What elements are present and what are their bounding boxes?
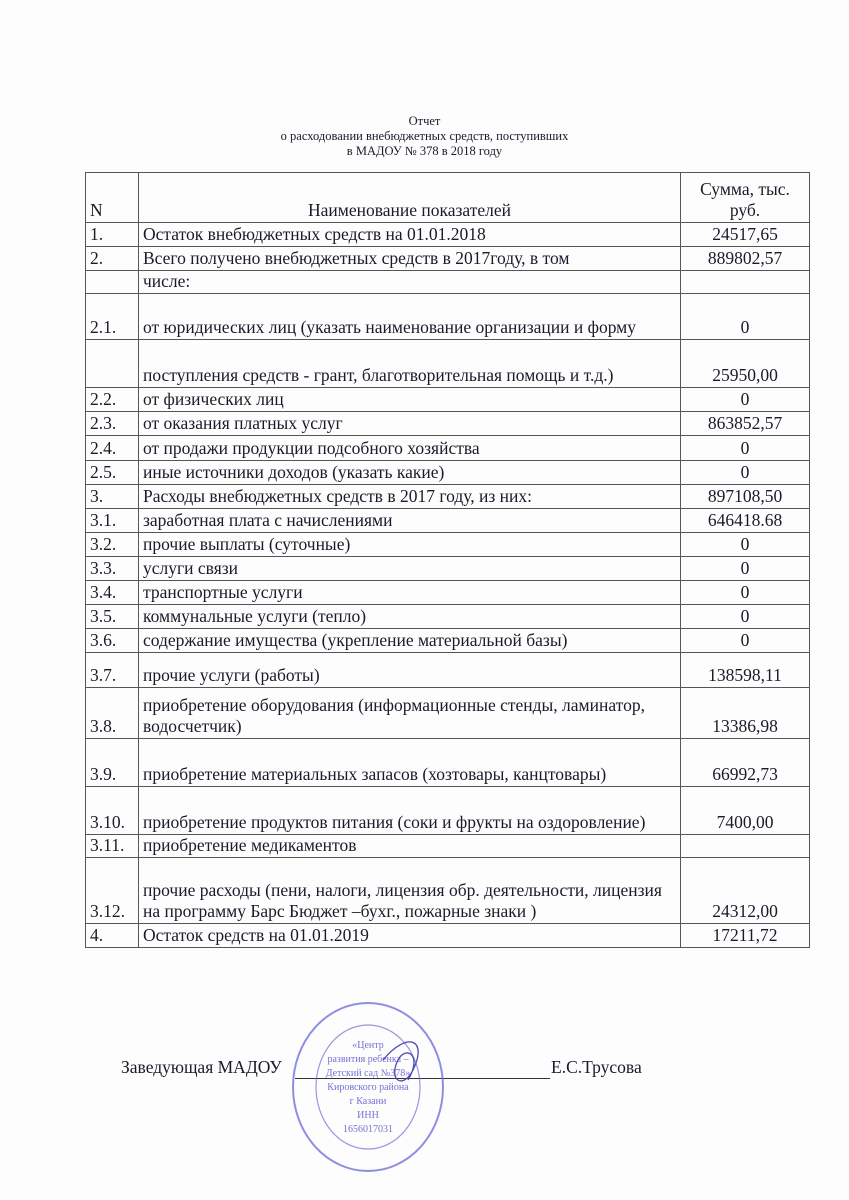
- row-number: 3.7.: [86, 653, 139, 688]
- row-number: 2.1.: [86, 294, 139, 340]
- stamp-text-line: 1656017031: [343, 1124, 393, 1135]
- table-row: [86, 436, 810, 461]
- row-amount: 0: [681, 629, 810, 653]
- row-amount: 646418.68: [681, 509, 810, 533]
- row-name: приобретение материальных запасов (хозтовары, канцтовары): [139, 739, 681, 787]
- row-number: 2.: [86, 247, 139, 271]
- row-name: от юридических лиц (указать наименование организации и форму: [139, 294, 681, 340]
- row-number: 1.: [86, 223, 139, 247]
- row-name: прочие выплаты (суточные): [139, 533, 681, 557]
- row-amount: 0: [681, 388, 810, 412]
- row-amount: 138598,11: [681, 653, 810, 688]
- row-number: 3.3.: [86, 557, 139, 581]
- table-row: [86, 924, 810, 948]
- row-number: 3.2.: [86, 533, 139, 557]
- row-number: 4.: [86, 924, 139, 948]
- signature-position: Заведующая МАДОУ: [121, 1057, 282, 1077]
- row-amount: 897108,50: [681, 485, 810, 509]
- row-number: 2.5.: [86, 461, 139, 485]
- row-amount: 7400,00: [681, 787, 810, 835]
- row-name: транспортные услуги: [139, 581, 681, 605]
- table-row: [86, 688, 810, 739]
- row-amount: [681, 835, 810, 858]
- title-line-2: о расходовании внебюджетных средств, поступивших: [280, 129, 569, 143]
- table-row: [86, 340, 810, 388]
- table-row: [86, 557, 810, 581]
- row-name: от физических лиц: [139, 388, 681, 412]
- row-name: содержание имущества (укрепление материальной базы): [139, 629, 681, 653]
- stamp-text-line: Кировского района: [327, 1082, 409, 1093]
- signature-name: Е.С.Трусова: [551, 1057, 642, 1077]
- row-amount: 13386,98: [681, 688, 810, 739]
- row-name: от оказания платных услуг: [139, 412, 681, 436]
- row-number: 3.8.: [86, 688, 139, 739]
- row-number: [86, 271, 139, 294]
- stamp-text-line: развития ребенка –: [327, 1054, 409, 1065]
- table-row: [86, 485, 810, 509]
- row-name: иные источники доходов (указать какие): [139, 461, 681, 485]
- table-row: [86, 294, 810, 340]
- stamp-text-line: Детский сад №378»: [325, 1068, 411, 1079]
- row-name: поступления средств - грант, благотворительная помощь и т.д.): [139, 340, 681, 388]
- document-title: [0, 114, 849, 159]
- table-row: [86, 461, 810, 485]
- table-row: [86, 412, 810, 436]
- row-amount: 66992,73: [681, 739, 810, 787]
- table-row: [86, 271, 810, 294]
- row-number: 3.11.: [86, 835, 139, 858]
- row-name: коммунальные услуги (тепло): [139, 605, 681, 629]
- row-number: [86, 340, 139, 388]
- row-amount: 0: [681, 581, 810, 605]
- table-row: [86, 653, 810, 688]
- row-number: 3.4.: [86, 581, 139, 605]
- row-number: 3.12.: [86, 858, 139, 924]
- row-name: Остаток средств на 01.01.2019: [139, 924, 681, 948]
- row-name: числе:: [139, 271, 681, 294]
- row-name: Остаток внебюджетных средств на 01.01.2018: [139, 223, 681, 247]
- table-row: [86, 629, 810, 653]
- stamp-text-line: ИНН: [357, 1110, 379, 1121]
- header-n: N: [86, 173, 139, 223]
- table-row: [86, 605, 810, 629]
- row-amount: 0: [681, 461, 810, 485]
- row-name: прочие услуги (работы): [139, 653, 681, 688]
- row-amount: 24517,65: [681, 223, 810, 247]
- row-number: 2.3.: [86, 412, 139, 436]
- title-line-3: в МАДОУ № 378 в 2018 году: [346, 144, 503, 158]
- table-row: [86, 739, 810, 787]
- row-number: 3.6.: [86, 629, 139, 653]
- header-name: Наименование показателей: [139, 173, 681, 223]
- row-name: прочие расходы (пени, налоги, лицензия обр. деятельности, лицензия на программу Барс Бюджет –бухг., пожарные знаки ): [139, 858, 681, 924]
- row-number: 2.4.: [86, 436, 139, 461]
- stamp-text-line: «Центр: [352, 1040, 384, 1051]
- row-number: 3.9.: [86, 739, 139, 787]
- row-name: Расходы внебюджетных средств в 2017 году, из них:: [139, 485, 681, 509]
- row-number: 3.10.: [86, 787, 139, 835]
- row-name: приобретение оборудования (информационные стенды, ламинатор, водосчетчик): [139, 688, 681, 739]
- row-amount: 17211,72: [681, 924, 810, 948]
- table-row: [86, 581, 810, 605]
- row-name: заработная плата с начислениями: [139, 509, 681, 533]
- table-header-row: [86, 173, 810, 223]
- row-name: приобретение медикаментов: [139, 835, 681, 858]
- row-number: 2.2.: [86, 388, 139, 412]
- row-number: 3.1.: [86, 509, 139, 533]
- row-amount: 0: [681, 605, 810, 629]
- title-line-1: Отчет: [408, 114, 441, 128]
- row-name: от продажи продукции подсобного хозяйства: [139, 436, 681, 461]
- table-row: [86, 388, 810, 412]
- row-amount: 0: [681, 294, 810, 340]
- row-amount: 0: [681, 557, 810, 581]
- table-row: [86, 509, 810, 533]
- table-row: [86, 247, 810, 271]
- report-table: [85, 172, 810, 948]
- table-row: [86, 858, 810, 924]
- row-name: приобретение продуктов питания (соки и фрукты на оздоровление): [139, 787, 681, 835]
- table-row: [86, 223, 810, 247]
- row-amount: 0: [681, 436, 810, 461]
- row-amount: [681, 271, 810, 294]
- row-number: 3.: [86, 485, 139, 509]
- row-amount: 24312,00: [681, 858, 810, 924]
- row-amount: 0: [681, 533, 810, 557]
- table-row: [86, 787, 810, 835]
- organization-stamp: [288, 1000, 448, 1175]
- row-amount: 863852,57: [681, 412, 810, 436]
- row-name: Всего получено внебюджетных средств в 2017году, в том: [139, 247, 681, 271]
- row-amount: 889802,57: [681, 247, 810, 271]
- table-row: [86, 533, 810, 557]
- row-number: 3.5.: [86, 605, 139, 629]
- table-row: [86, 835, 810, 858]
- stamp-text-line: г Казани: [349, 1096, 387, 1107]
- row-name: услуги связи: [139, 557, 681, 581]
- header-amount: Сумма, тыс. руб.: [681, 173, 810, 223]
- row-amount: 25950,00: [681, 340, 810, 388]
